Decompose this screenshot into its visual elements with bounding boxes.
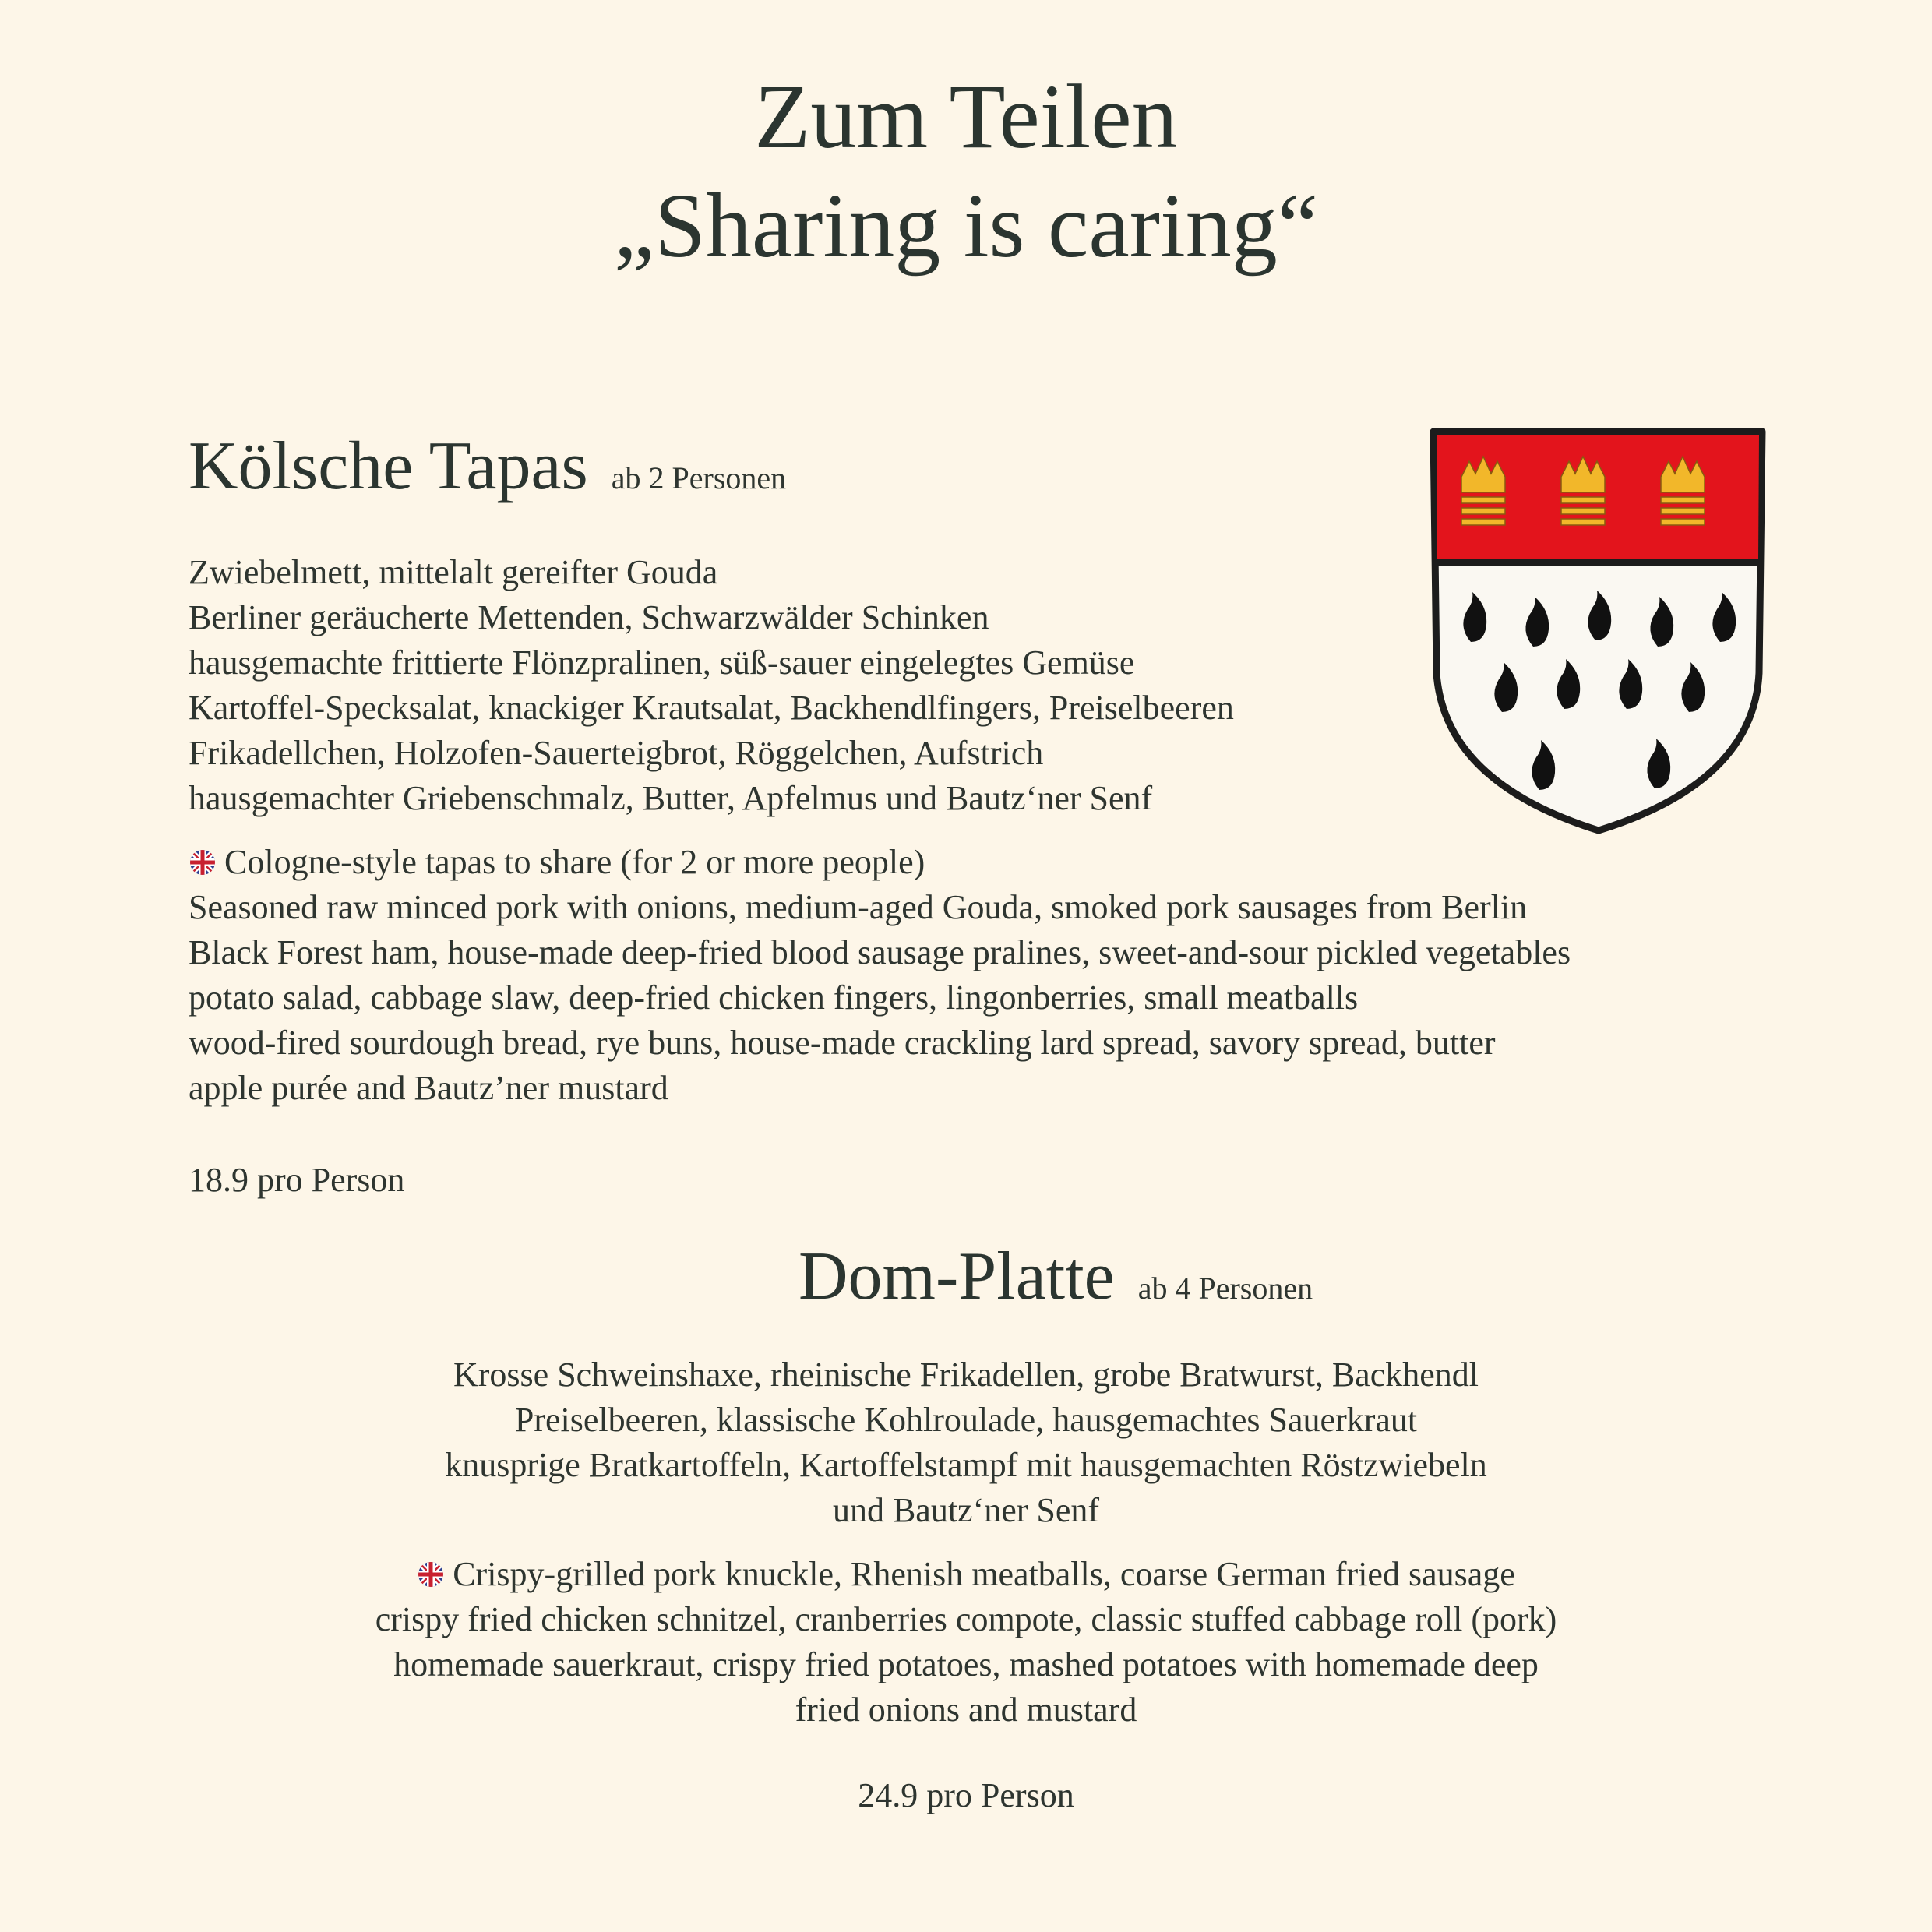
tapas-de-line: Zwiebelmett, mittelalt gereifter Gouda (189, 553, 718, 591)
tapas-en-line: potato salad, cabbage slaw, deep-fried chicken fingers, lingonberries, small meatballs (189, 978, 1359, 1017)
page-title (0, 62, 1932, 280)
tapas-en-line: Seasoned raw minced pork with onions, medium-aged Gouda, smoked pork sausages from Berlin (189, 888, 1528, 926)
tapas-de-line: Berliner geräucherte Mettenden, Schwarzwälder Schinken (189, 598, 989, 636)
uk-flag-icon (189, 848, 217, 876)
dom-platte-price: 24.9 pro Person (858, 1776, 1074, 1814)
cologne-coat-of-arms-icon (1423, 416, 1773, 844)
page-title-line-1: Zum Teilen (754, 65, 1178, 167)
dom-platte-heading (799, 1237, 1313, 1316)
dom-de-line: Krosse Schweinshaxe, rheinische Frikadellen, grobe Bratwurst, Backhendl (453, 1356, 1479, 1394)
dom-en-line: homemade sauerkraut, crispy fried potatoes, mashed potatoes with homemade deep (393, 1645, 1539, 1683)
tapas-en-line: wood-fired sourdough bread, rye buns, house-made crackling lard spread, savory spread, butter (189, 1024, 1496, 1062)
tapas-en-line: Black Forest ham, house-made deep-fried blood sausage pralines, sweet-and-sour pickled vegetables (189, 933, 1571, 971)
tapas-german-description (189, 550, 1234, 821)
tapas-heading (189, 427, 786, 506)
tapas-de-line: Kartoffel-Specksalat, knackiger Krautsalat, Backhendlfingers, Preiselbeeren (189, 689, 1234, 727)
dom-en-line: fried onions and mustard (795, 1690, 1137, 1729)
dom-en-line: Crispy-grilled pork knuckle, Rhenish meatballs, coarse German fried sausage (453, 1555, 1515, 1593)
dom-platte-persons: ab 4 Personen (1137, 1271, 1313, 1306)
dom-platte-title: Dom-Platte (799, 1239, 1115, 1314)
tapas-title: Kölsche Tapas (189, 428, 588, 504)
dom-en-line: crispy fried chicken schnitzel, cranberries compote, classic stuffed cabbage roll (pork) (375, 1600, 1557, 1638)
tapas-en-line: Cologne-style tapas to share (for 2 or more people) (224, 843, 925, 881)
page-title-line-2: „Sharing is caring“ (613, 175, 1319, 277)
dom-platte-english-description (343, 1552, 1589, 1733)
uk-flag-icon (417, 1560, 445, 1588)
dom-de-line: Preiselbeeren, klassische Kohlroulade, hausgemachtes Sauerkraut (514, 1401, 1418, 1439)
tapas-de-line: Frikadellchen, Holzofen-Sauerteigbrot, Röggelchen, Aufstrich (189, 734, 1044, 772)
dom-platte-german-description (343, 1352, 1589, 1533)
tapas-english-description (189, 840, 1571, 1111)
tapas-de-line: hausgemachte frittierte Flönzpralinen, süß-sauer eingelegtes Gemüse (189, 643, 1135, 682)
tapas-en-line: apple purée and Bautz’ner mustard (189, 1069, 668, 1107)
tapas-de-line: hausgemachter Griebenschmalz, Butter, Apfelmus und Bautz‘ner Senf (189, 779, 1153, 817)
dom-de-line: knusprige Bratkartoffeln, Kartoffelstampf mit hausgemachten Röstzwiebeln (445, 1446, 1487, 1484)
tapas-persons: ab 2 Personen (611, 460, 787, 495)
tapas-price: 18.9 pro Person (189, 1161, 405, 1199)
dom-de-line: und Bautz‘ner Senf (832, 1491, 1100, 1529)
